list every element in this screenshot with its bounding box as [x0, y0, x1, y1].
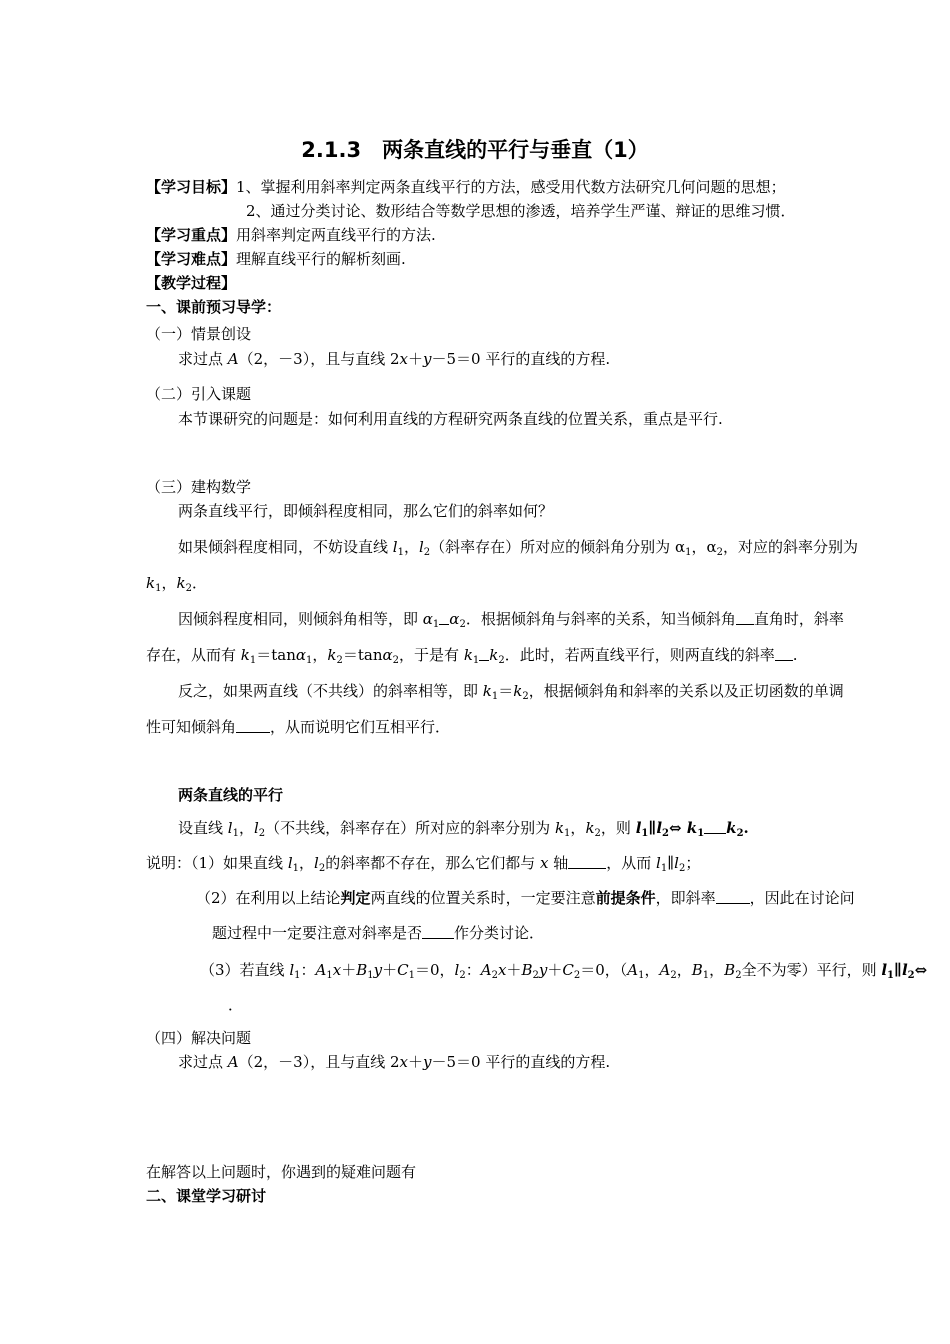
var-k: k [327, 646, 337, 664]
var-k: k [726, 819, 737, 837]
text-run: ，即斜率 [655, 889, 716, 907]
note-2-line1 [196, 888, 855, 908]
text-run: －5＝0 平行的直线的方程. [431, 1053, 611, 1071]
text-run: ， [312, 646, 328, 664]
var-c: C [562, 961, 574, 979]
var-x: x [497, 961, 507, 979]
goals-item-1: 1、掌握利用斜率判定两条直线平行的方法，感受用代数方法研究几何问题的思想； [236, 178, 786, 196]
var-x: x [399, 350, 408, 368]
var-l: l [253, 819, 259, 837]
text-run: 如果倾斜程度相同，不妨设直线 [178, 538, 393, 556]
key-point-text: 用斜率判定两直线平行的方法. [236, 226, 436, 244]
var-l: l [454, 961, 460, 979]
text-run: ∥ [648, 819, 657, 837]
var-alpha: α [706, 538, 717, 556]
var-k: k [176, 574, 186, 592]
text-run: ． [191, 574, 207, 592]
text-run: ＋ [408, 1053, 424, 1071]
section4-problem [178, 1052, 610, 1072]
var-b: B [356, 961, 368, 979]
note-3-line1: （3）若直线 $l_1$：$A_1x+B_1y+C_1=0$，$l_2$：$A_2x+B_2y+C_2=0$，（$A_1$，$A_2$，$B_1$，$B_2$全不为零）平行，则 $l_1\parallel l_2\Leftrightarrow$ [200, 961, 928, 981]
var-l: l [418, 538, 424, 556]
section3-para3-line1: 反之，如果两直线（不共线）的斜率相等，即 $k_1=k_2$，根据倾斜角和斜率的关系以及正切函数的单调 [178, 682, 844, 702]
var-y: y [538, 961, 548, 979]
fill-blank[interactable] [775, 646, 793, 661]
section3-para2-line1: 因倾斜程度相同，则倾斜角相等，即 $\alpha_1$ $\alpha_2$．根据倾斜角与斜率的关系，知当倾斜角 直角时，斜率 [178, 610, 844, 630]
text-run: 因倾斜程度相同，则倾斜角相等，即 [178, 610, 423, 628]
var-alpha: α [382, 646, 393, 664]
var-a: A [227, 1053, 239, 1071]
var-b: B [691, 961, 703, 979]
text-run: ． [228, 996, 244, 1014]
text-run: （2，－3），且与直线 2 [238, 1053, 400, 1071]
page-title: 2.1.3 两条直线的平行与垂直（1） [301, 138, 649, 162]
fill-blank[interactable] [704, 819, 726, 834]
text-run: ＋ [408, 350, 424, 368]
text-run: ＋ [382, 961, 398, 979]
fill-blank[interactable] [422, 924, 454, 939]
var-l: l [289, 961, 295, 979]
text-run: ，因此在讨论问 [749, 889, 855, 907]
text-run: 前提条件 [595, 889, 656, 907]
var-k: k [554, 819, 565, 837]
text-run: （1）如果直线 [191, 854, 288, 872]
text-run: ＝tan [342, 646, 383, 664]
text-run: ＝ [498, 682, 514, 700]
text-run: 的斜率都不存在，那么它们都与 [325, 854, 540, 872]
process-label: 【教学过程】 [146, 274, 237, 292]
text-run: ，从而说明它们互相平行． [270, 718, 451, 736]
text-run: 存在，从而有 [146, 646, 241, 664]
text-run: 两直线的位置关系时，一定要注意 [370, 889, 596, 907]
text-run: ， [691, 538, 707, 556]
goals-line-2: 2、通过分类讨论、数形结合等数学思想的渗透，培养学生严谨、辩证的思维习惯． [246, 202, 796, 220]
goals-label: 【学习目标】 [146, 178, 237, 196]
text-run: ∥ [894, 961, 902, 979]
text-run: ，于是有 [399, 646, 464, 664]
fill-blank[interactable] [236, 718, 270, 733]
fill-blank[interactable] [479, 646, 489, 661]
text-run: 求过点 [178, 1053, 228, 1071]
var-l: l [656, 819, 663, 837]
section3-para1-line1: 如果倾斜程度相同，不妨设直线 $l_1$，$l_2$（斜率存在）所对应的倾斜角分别为 $\alpha_1$，$\alpha_2$，对应的斜率分别为 [178, 538, 858, 558]
text-run: ∥ [667, 854, 675, 872]
var-l: l [656, 854, 661, 872]
var-l: l [635, 819, 642, 837]
notes-label: 说明： [146, 854, 192, 872]
var-b: B [521, 961, 533, 979]
text-run: 反之，如果两直线（不共线）的斜率相等，即 [178, 682, 483, 700]
section2-text: 本节课研究的问题是：如何利用直线的方程研究两条直线的位置关系，重点是平行. [178, 410, 723, 428]
section1-problem [178, 349, 610, 369]
text-run: ， [161, 574, 177, 592]
var-l: l [674, 854, 679, 872]
note-1: 说明：（1）如果直线 $l_1$，$l_2$的斜率都不存在，那么它们都与 x 轴 ，从而 $l_1\parallel l_2$； [146, 854, 701, 874]
text-run: 性可知倾斜角 [146, 718, 237, 736]
text-run: ； [685, 854, 701, 872]
part2-heading: 二、课堂学习研讨 [146, 1187, 267, 1205]
text-run: 轴 [548, 854, 569, 872]
text-run: ．根据倾斜角与斜率的关系，知当倾斜角 [465, 610, 736, 628]
text-run: 直角时，斜率 [753, 610, 844, 628]
text-run: ， [299, 854, 315, 872]
text-run: （不共线，斜率存在）所对应的斜率分别为 [265, 819, 555, 837]
difficulty-question: 在解答以上问题时，你遇到的疑难问题有 [146, 1163, 417, 1181]
goals-line-1 [146, 177, 786, 197]
text-run: ，对应的斜率分别为 [722, 538, 858, 556]
var-l: l [392, 538, 398, 556]
difficulty-line [146, 249, 406, 269]
var-l: l [227, 819, 233, 837]
text-run: 判定 [340, 889, 371, 907]
fill-blank[interactable] [736, 610, 754, 625]
var-k: k [585, 819, 595, 837]
text-run: ．此时，若两直线平行，则两直线的斜率 [504, 646, 775, 664]
text-run: 设直线 [178, 819, 228, 837]
part1-heading: 一、课前预习导学： [146, 298, 282, 316]
text-run: . [743, 819, 749, 837]
section3-para3-line2 [146, 717, 450, 737]
text-run: ， [709, 961, 725, 979]
var-k: k [482, 682, 492, 700]
text-run: . [792, 646, 798, 664]
parallel-heading: 两条直线的平行 [178, 786, 284, 804]
text-run: （斜率存在）所对应的倾斜角分别为 α [430, 538, 686, 556]
var-x: x [399, 1053, 408, 1071]
var-k: k [513, 682, 523, 700]
section3-para2-line2: 存在，从而有 $k_1=\tan\alpha_1$，$k_2=\tan\alpha_2$，于是有 $k_1$ $k_2$．此时，若两直线平行，则两直线的斜率 . [146, 646, 798, 666]
key-point-label: 【学习重点】 [146, 226, 237, 244]
text-run: ⇔ [668, 819, 687, 837]
text-run: 求过点 [178, 350, 228, 368]
var-l: l [881, 961, 888, 979]
text-run: ＝0， [414, 961, 455, 979]
var-k: k [489, 646, 499, 664]
var-l: l [287, 854, 293, 872]
var-a: A [480, 961, 492, 979]
text-run: ，则 [600, 819, 636, 837]
text-run: ， [238, 819, 254, 837]
text-run: ， [644, 961, 660, 979]
var-b: B [724, 961, 736, 979]
var-a: A [227, 350, 239, 368]
text-run: ： [300, 961, 316, 979]
text-run: 全不为零）平行，则 [741, 961, 882, 979]
var-y: y [423, 350, 432, 368]
var-alpha: α [422, 610, 433, 628]
var-k: k [240, 646, 250, 664]
text-run: 作分类讨论． [454, 924, 545, 942]
section3-question: 两条直线平行，即倾斜程度相同，那么它们的斜率如何？ [178, 502, 554, 520]
text-run: 题过程中一定要注意对斜率是否 [212, 924, 423, 942]
text-run: ， [403, 538, 419, 556]
fill-blank[interactable] [439, 610, 449, 625]
fill-blank[interactable] [568, 854, 606, 869]
text-run: （2，－3），且与直线 2 [238, 350, 400, 368]
text-run: ，从而 [606, 854, 657, 872]
text-run: ，根据倾斜角和斜率的关系以及正切函数的单调 [528, 682, 844, 700]
text-run: （3）若直线 [200, 961, 290, 979]
text-run: ： [465, 961, 481, 979]
var-y: y [423, 1053, 432, 1071]
section2-heading: （二）引入课题 [146, 385, 252, 403]
var-a: A [627, 961, 639, 979]
parallel-statement: 设直线 $l_1$，$l_2$（不共线，斜率存在）所对应的斜率分别为 $k_1$，$k_2$，则 $l_1\parallel l_2\Leftrightarrow$ $k_1$ $k_2$. [178, 819, 749, 839]
text-run: ＝tan [256, 646, 296, 664]
text-run: ， [570, 819, 586, 837]
var-k: k [686, 819, 698, 837]
text-run: ＝0， [580, 961, 620, 979]
text-run: ＋ [547, 961, 563, 979]
note-2-line2 [212, 923, 544, 943]
var-k: k [146, 574, 156, 592]
var-alpha: α [295, 646, 307, 664]
var-l: l [901, 961, 908, 979]
var-alpha: α [449, 610, 460, 628]
difficulty-text: 理解直线平行的解析刻画. [236, 250, 406, 268]
var-x: x [332, 961, 342, 979]
section3-para1-line2: $k_1$，$k_2$． [146, 574, 207, 594]
fill-blank[interactable] [716, 889, 750, 904]
var-c: C [397, 961, 409, 979]
var-a: A [315, 961, 327, 979]
key-point-line [146, 225, 436, 245]
text-run: －5＝0 平行的直线的方程. [431, 350, 611, 368]
var-l: l [314, 854, 319, 872]
difficulty-label: 【学习难点】 [146, 250, 237, 268]
var-a: A [659, 961, 671, 979]
text-run: ＋ [506, 961, 522, 979]
section1-heading: （一）情景创设 [146, 325, 252, 343]
section4-heading: （四）解决问题 [146, 1029, 252, 1047]
note-3-line2 [228, 995, 243, 1015]
section3-heading: （三）建构数学 [146, 478, 252, 496]
var-k: k [463, 646, 473, 664]
text-run: ＋ [341, 961, 357, 979]
text-run: （2）在利用以上结论 [196, 889, 341, 907]
var-y: y [373, 961, 383, 979]
var-x: x [540, 854, 549, 872]
text-run: ， [676, 961, 692, 979]
